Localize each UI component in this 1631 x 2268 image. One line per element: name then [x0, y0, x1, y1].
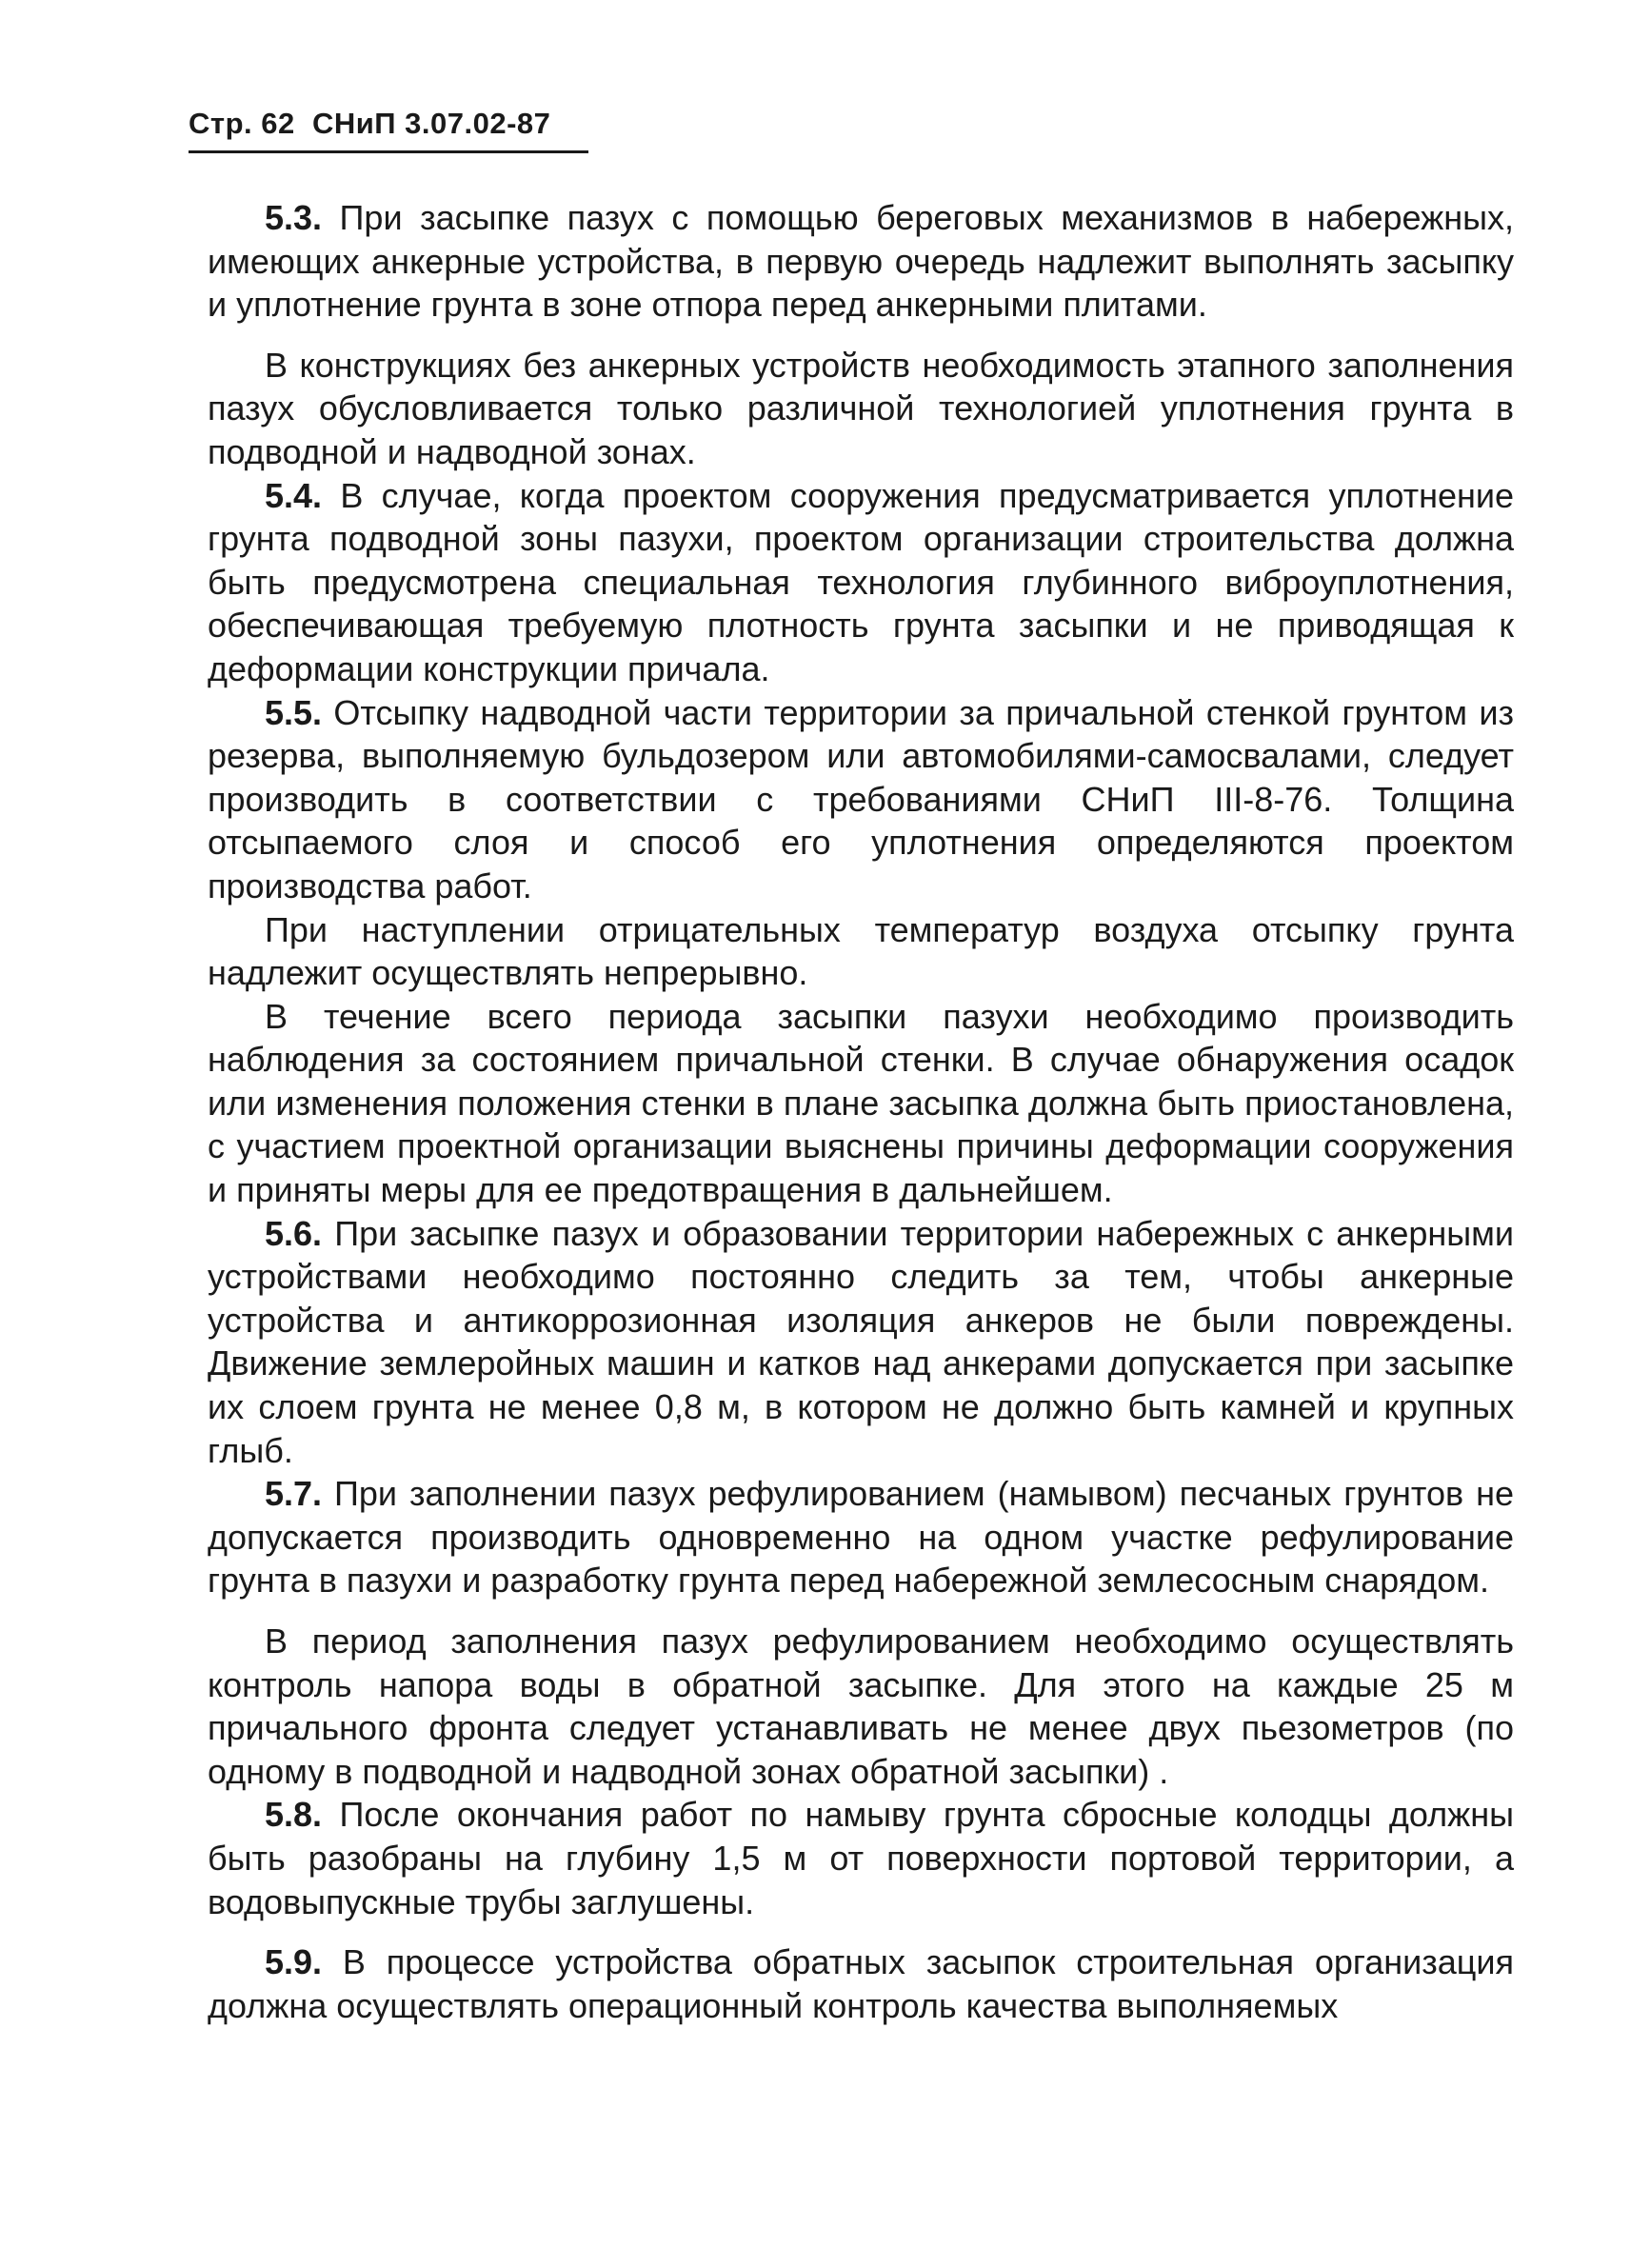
clause-text: В процессе устройства обратных засыпок строительная организация должна осуществлять операционный контроль качества выполняемых [208, 1942, 1514, 2025]
clause-text: При заполнении пазух рефулированием (намывом) песчаных грунтов не допускается производить одновременно на одном участке рефулирование грунта в пазухи и разработку грунта перед набережной землесосным снарядом. [208, 1474, 1514, 1601]
page-number: Стр. 62 [189, 107, 295, 140]
paragraph-5-9 [208, 1940, 1514, 2027]
clause-text: В течение всего периода засыпки пазухи необходимо производить наблюдения за состоянием причальной стенки. В случае обнаружения осадок или изменения положения стенки в плане засыпка должна быть приостановлена, с участием проектной организации выяснены причины деформации сооружения и приняты меры для ее предотвращения в дальнейшем. [208, 996, 1514, 1210]
clause-text: При засыпке пазух с помощью береговых механизмов в набережных, имеющих анкерные устройства, в первую очередь надлежит выполнять засыпку и уплотнение грунта в зоне отпора перед анкерными плитами. [208, 198, 1514, 325]
clause-text: В случае, когда проектом сооружения предусматривается уплотнение грунта подводной зоны пазухи, проектом организации строительства должна быть предусмотрена специальная технология глубинного виброуплотнения, обеспечивающая требуемую плотность грунта засыпки и не приводящая к деформации конструкции причала. [208, 475, 1514, 688]
page-header [189, 107, 588, 153]
paragraph-5-7-cont [208, 1620, 1514, 1793]
clause-number: 5.8. [265, 1795, 323, 1835]
paragraph-5-3-cont [208, 344, 1514, 474]
clause-number: 5.6. [265, 1213, 323, 1253]
document-body [208, 196, 1514, 2027]
paragraph-5-4 [208, 474, 1514, 691]
clause-number: 5.9. [265, 1942, 323, 1982]
paragraph-5-5 [208, 691, 1514, 908]
clause-text: При засыпке пазух и образовании территории набережных с анкерными устройствами необходимо постоянно следить за тем, чтобы анкерные устройства и антикоррозионная изоляция анкеров не были повреждены. Движение землеройных машин и катков над анкерами допускается при засыпке их слоем грунта не менее 0,8 м, в котором не должно быть камней и крупных глыб. [208, 1213, 1514, 1470]
clause-text: При наступлении отрицательных температур воздуха отсыпку грунта надлежит осуществлять непрерывно. [208, 909, 1514, 993]
paragraph-5-5-cont-1 [208, 908, 1514, 995]
paragraph-5-7 [208, 1472, 1514, 1602]
clause-number: 5.7. [265, 1474, 323, 1514]
clause-number: 5.3. [265, 198, 323, 237]
paragraph-5-6 [208, 1212, 1514, 1473]
clause-number: 5.4. [265, 475, 323, 515]
clause-text: В период заполнения пазух рефулированием необходимо осуществлять контроль напора воды в обратной засыпке. Для этого на каждые 25 м причального фронта следует устанавливать не менее двух пьезометров (по одному в подводной и надводной зонах обратной засыпки) . [208, 1621, 1514, 1791]
clause-text: После окончания работ по намыву грунта сбросные колодцы должны быть разобраны на глубину 1,5 м от поверхности портовой территории, а водовыпускные трубы заглушены. [208, 1795, 1514, 1921]
paragraph-5-5-cont-2 [208, 995, 1514, 1212]
paragraph-5-3 [208, 196, 1514, 327]
clause-number: 5.5. [265, 692, 323, 732]
clause-text: В конструкциях без анкерных устройств необходимость этапного заполнения пазух обусловливается только различной технологией уплотнения грунта в подводной и надводной зонах. [208, 345, 1514, 471]
document-code: СНиП 3.07.02-87 [311, 107, 551, 140]
paragraph-5-8 [208, 1793, 1514, 1923]
clause-text: Отсыпку надводной части территории за причальной стенкой грунтом из резерва, выполняемую бульдозером или автомобилями-самосвалами, следует производить в соответствии с требованиями СНиП III-8-76. Толщина отсыпаемого слоя и способ его уплотнения определяются проектом производства работ. [208, 692, 1514, 905]
